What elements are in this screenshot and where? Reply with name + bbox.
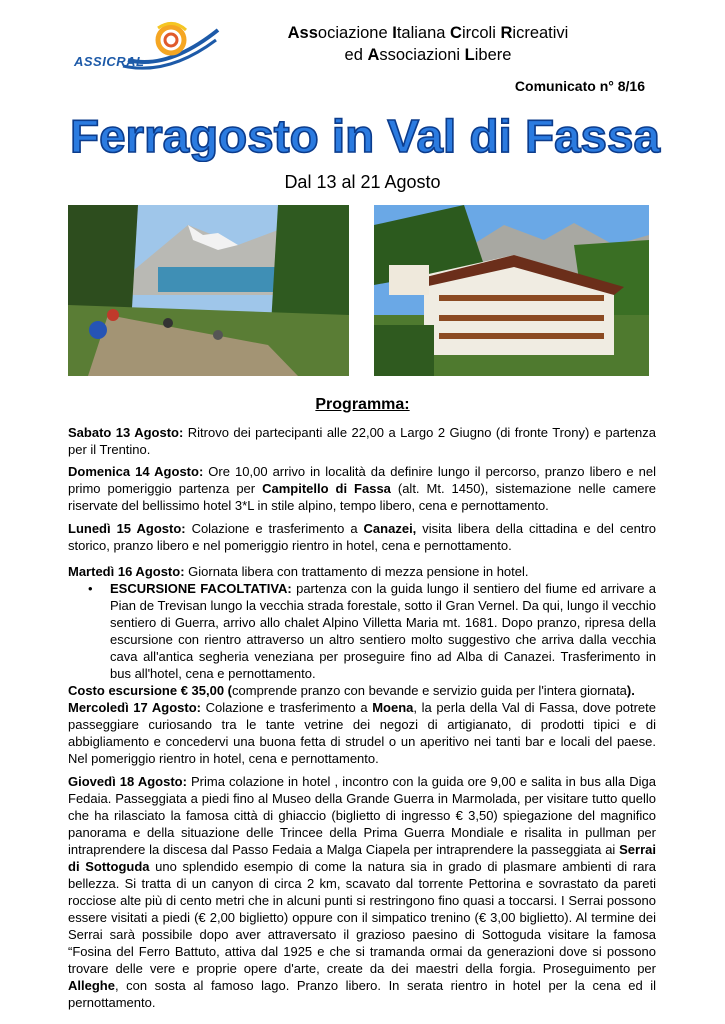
logo-graphic	[68, 20, 223, 78]
program-day-domenica: Domenica 14 Agosto: Ore 10,00 arrivo in località da definire lungo il percorso, pranzo libero e nel primo pomeriggio partenza per Campitello di Fassa (alt. Mt. 1450), sistemazione nelle camere riservate del bellissimo hotel 3*L in stile alpino, tempo libero, cena e pernottamento.	[68, 464, 656, 513]
page-title-text: Ferragosto in Val di Fassa	[70, 110, 661, 162]
photo-alpine-hotel	[374, 205, 649, 376]
program-day-giovedi: Giovedì 18 Agosto: Prima colazione in hotel , incontro con la guida ore 9,00 e salita in bus alla Diga Fedaia. Passeggiata a piedi fino al Museo della Grande Guerra in Marmolada, per visitare tutto quello che ha rilasciato la famosa città di ghiaccio (biglietto di ingresso € 3,50) spiegazione del magnifico panorama e della situazione delle Trincee della Prima Guerra Mondiale e risalita in pullman per intraprendere la discesa dal Passo Fedaia a Malga Ciapela per intraprendere la passeggiata ai Serrai di Sottoguda uno splendido esempio di come la natura sia in grado di plasmare ambienti di rara bellezza. Si tratta di un canyon di circa 2 km, scavato dal torrente Pettorina e sovrastato da pareti rocciose alte più di cento metri che in alcuni punti si restringono fino quasi a toccarsi. I Serrai possono essere visitati a piedi (€ 2,00 biglietto) oppure con il simpatico trenino (€ 3,00 biglietto). Al termine dei Serrai sarà possibile dopo aver attraversato il grazioso paesino di Sottoguda visitare la famosa “Fosina del Ferro Battuto, attiva dal 1925 e che si tramanda ormai da generazioni dove si possono trovare delle vere e proprie opere d'arte, create da dei maestri della forgia. Proseguimento per Alleghe, con sosta al famoso lago. Pranzo libero. In serata rientro in hotel per la cena ed il pernottamento.	[68, 774, 656, 1010]
page-title	[68, 108, 662, 162]
excursion-bullet: • ESCURSIONE FACOLTATIVA: partenza con la guida lungo il sentiero del fiume ed arrivare a Pian de Trevisan lungo la vecchia strada forestale, sotto il Gran Vernel. Da qui, lungo il vecchio sentiero di Guerra, arrivo allo chalet Alpino Villetta Maria mt. 1681. Dopo pranzo, ripresa della escursione con rientro attraverso un altro sentiero molto suggestivo che arriva dalla vecchia cava all'antica segheria veneziana per proseguire fino ad Alba di Canazei. Trasferimento in bus all'hotel, cena e pernottamento.	[88, 581, 656, 681]
comunicato-number: Comunicato n° 8/16	[514, 78, 645, 94]
program-heading: Programma:	[315, 396, 410, 413]
logo	[68, 20, 223, 78]
program-day-mercoledi: Mercoledì 17 Agosto: Colazione e trasferimento a Moena, la perla della Val di Fassa, dove potrete passeggiare curiosando tra le tante vetrine dei negozi di artigianato, di prodotti tipici e di abbigliamento e concedervi una buona fetta di strudel o un aperitivo nei tanti bar e locali del paese. Nel pomeriggio rientro in hotel, cena e pernottamento.	[68, 700, 656, 766]
org-name-line1: Associazione Italiana Circoli Ricreativi	[287, 24, 569, 42]
photo-lake-hikers	[68, 205, 349, 376]
bullet-icon: •	[88, 581, 93, 596]
excursion-cost: Costo escursione € 35,00 (comprende pranzo con bevande e servizio guida per l'intera giornata).	[68, 683, 635, 698]
program-day-lunedi: Lunedì 15 Agosto: Colazione e trasferimento a Canazei, visita libera della cittadina e del centro storico, pranzo libero e nel pomeriggio rientro in hotel, cena e pernottamento.	[68, 521, 657, 553]
subtitle-dates: Dal 13 al 21 Agosto	[284, 172, 441, 192]
logo-text: ASSICRAL	[74, 54, 145, 69]
program-day-sabato: Sabato 13 Agosto: Ritrovo dei partecipanti alle 22,00 a Largo 2 Giugno (di fronte Trony) e partenza per il Trentino.	[68, 425, 656, 457]
org-name-line2: ed Associazioni Libere	[344, 46, 512, 64]
program-day-martedi: Martedì 16 Agosto: Giornata libera con trattamento di mezza pensione in hotel. • ESCURSIONE FACOLTATIVA: partenza con la guida lungo il sentiero del fiume ed arrivare a Pian de Trevisan lungo la vecchia strada forestale, sotto il Gran Vernel. Da qui, lungo il vecchio sentiero di Guerra, arrivo allo chalet Alpino Villetta Maria mt. 1681. Dopo pranzo, ripresa della escursione con rientro attraverso un altro sentiero molto suggestivo che arriva dalla vecchia cava all'antica segheria veneziana per proseguire fino ad Alba di Canazei. Trasferimento in bus all'hotel, cena e pernottamento. Costo escursione € 35,00 (comprende pranzo con bevande e servizio guida per l'intera giornata).	[68, 564, 656, 698]
